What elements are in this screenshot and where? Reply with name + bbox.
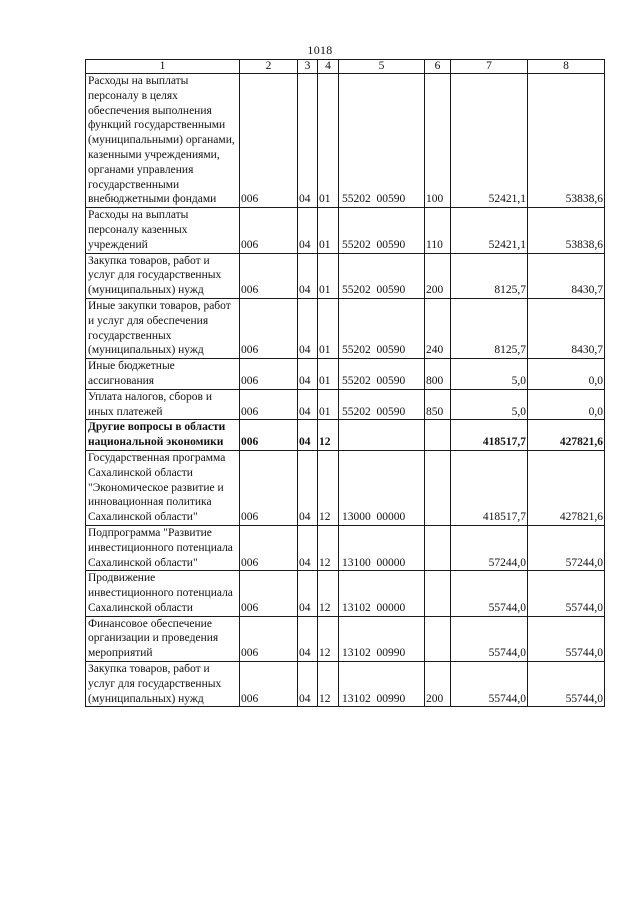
row-target-cell: 55202 00590 [339,359,425,390]
row-section-cell: 04 [298,359,318,390]
row-value-b-cell: 53838,6 [528,74,605,208]
row-kind-cell: 850 [425,389,451,420]
row-code-cell: 006 [240,450,298,525]
row-kind-cell: 100 [425,74,451,208]
row-value-a-cell: 5,0 [451,359,528,390]
row-kind-cell: 200 [425,253,451,298]
row-value-b-cell: 53838,6 [528,208,605,253]
row-value-a-cell: 8125,7 [451,253,528,298]
row-subsection-cell: 01 [318,74,339,208]
table-row [86,298,605,358]
row-subsection-cell: 12 [318,420,339,451]
column-header: 8 [528,60,605,74]
row-value-a-cell: 52421,1 [451,74,528,208]
row-section-cell: 04 [298,74,318,208]
row-value-a-cell: 52421,1 [451,208,528,253]
column-header: 6 [425,60,451,74]
page-number: 1018 [307,43,333,57]
row-target-cell: 13102 00000 [339,571,425,616]
row-value-a-cell: 55744,0 [451,662,528,707]
row-subsection-cell: 01 [318,208,339,253]
row-target-cell [339,420,425,451]
row-target-cell: 55202 00590 [339,298,425,358]
table-row [86,450,605,525]
row-name-cell: Продвижение инвестиционного потенциала Сахалинской области [86,571,240,616]
row-value-b-cell: 55744,0 [528,662,605,707]
row-name-cell: Подпрограмма "Развитие инвестиционного потенциала Сахалинской области" [86,525,240,570]
row-subsection-cell: 01 [318,253,339,298]
row-kind-cell [425,525,451,570]
row-name-cell: Расходы на выплаты персоналу в целях обеспечения выполнения функций государственными (муниципальными) органами, казенными учреждениями, органами управления государственными внебюджетными фондами [86,74,240,208]
row-kind-cell [425,616,451,661]
row-subsection-cell: 12 [318,525,339,570]
table-row [86,662,605,707]
row-kind-cell [425,450,451,525]
row-target-cell: 13100 00000 [339,525,425,570]
row-section-cell: 04 [298,298,318,358]
row-code-cell: 006 [240,74,298,208]
row-value-b-cell: 57244,0 [528,525,605,570]
row-code-cell: 006 [240,208,298,253]
table-row [86,253,605,298]
row-name-cell: Другие вопросы в области национальной экономики [86,420,240,451]
table-row [86,74,605,208]
row-value-a-cell: 418517,7 [451,450,528,525]
row-value-a-cell: 57244,0 [451,525,528,570]
row-target-cell: 55202 00590 [339,389,425,420]
row-kind-cell: 800 [425,359,451,390]
row-section-cell: 04 [298,571,318,616]
row-subsection-cell: 12 [318,571,339,616]
table-row [86,389,605,420]
table-row [86,525,605,570]
row-name-cell: Государственная программа Сахалинской области "Экономическое развитие и инновационная политика Сахалинской области" [86,450,240,525]
row-section-cell: 04 [298,420,318,451]
row-code-cell: 006 [240,298,298,358]
row-subsection-cell: 01 [318,389,339,420]
row-code-cell: 006 [240,662,298,707]
row-code-cell: 006 [240,389,298,420]
row-value-b-cell: 55744,0 [528,616,605,661]
row-code-cell: 006 [240,525,298,570]
row-value-a-cell: 55744,0 [451,616,528,661]
column-header: 3 [298,60,318,74]
row-subsection-cell: 12 [318,450,339,525]
column-header: 1 [86,60,240,74]
table-row [86,208,605,253]
row-value-a-cell: 8125,7 [451,298,528,358]
row-kind-cell [425,420,451,451]
row-value-b-cell: 427821,6 [528,450,605,525]
row-code-cell: 006 [240,253,298,298]
row-kind-cell: 110 [425,208,451,253]
row-section-cell: 04 [298,208,318,253]
column-header: 7 [451,60,528,74]
column-header: 4 [318,60,339,74]
row-target-cell: 55202 00590 [339,74,425,208]
table-header-row [86,60,605,74]
row-subsection-cell: 01 [318,359,339,390]
row-value-a-cell: 5,0 [451,389,528,420]
column-header: 2 [240,60,298,74]
table-row [86,359,605,390]
row-value-b-cell: 0,0 [528,359,605,390]
row-value-a-cell: 418517,7 [451,420,528,451]
table-row [86,420,605,451]
row-name-cell: Иные закупки товаров, работ и услуг для обеспечения государственных (муниципальных) нужд [86,298,240,358]
row-value-b-cell: 8430,7 [528,298,605,358]
row-name-cell: Закупка товаров, работ и услуг для государственных (муниципальных) нужд [86,662,240,707]
row-value-b-cell: 427821,6 [528,420,605,451]
row-target-cell: 55202 00590 [339,208,425,253]
row-name-cell: Финансовое обеспечение организации и проведения мероприятий [86,616,240,661]
row-section-cell: 04 [298,616,318,661]
row-kind-cell: 200 [425,662,451,707]
row-name-cell: Расходы на выплаты персоналу казенных учреждений [86,208,240,253]
budget-table [85,59,605,707]
row-subsection-cell: 01 [318,298,339,358]
row-name-cell: Иные бюджетные ассигнования [86,359,240,390]
table-row [86,571,605,616]
row-target-cell: 13000 00000 [339,450,425,525]
row-section-cell: 04 [298,525,318,570]
row-section-cell: 04 [298,253,318,298]
row-code-cell: 006 [240,616,298,661]
row-value-a-cell: 55744,0 [451,571,528,616]
row-code-cell: 006 [240,420,298,451]
row-section-cell: 04 [298,450,318,525]
table-row [86,616,605,661]
row-target-cell: 13102 00990 [339,616,425,661]
row-name-cell: Уплата налогов, сборов и иных платежей [86,389,240,420]
row-value-b-cell: 55744,0 [528,571,605,616]
row-value-b-cell: 0,0 [528,389,605,420]
row-section-cell: 04 [298,662,318,707]
row-subsection-cell: 12 [318,662,339,707]
row-code-cell: 006 [240,359,298,390]
row-subsection-cell: 12 [318,616,339,661]
row-name-cell: Закупка товаров, работ и услуг для государственных (муниципальных) нужд [86,253,240,298]
row-kind-cell: 240 [425,298,451,358]
row-kind-cell [425,571,451,616]
row-target-cell: 55202 00590 [339,253,425,298]
row-section-cell: 04 [298,389,318,420]
row-code-cell: 006 [240,571,298,616]
row-value-b-cell: 8430,7 [528,253,605,298]
row-target-cell: 13102 00990 [339,662,425,707]
column-header: 5 [339,60,425,74]
